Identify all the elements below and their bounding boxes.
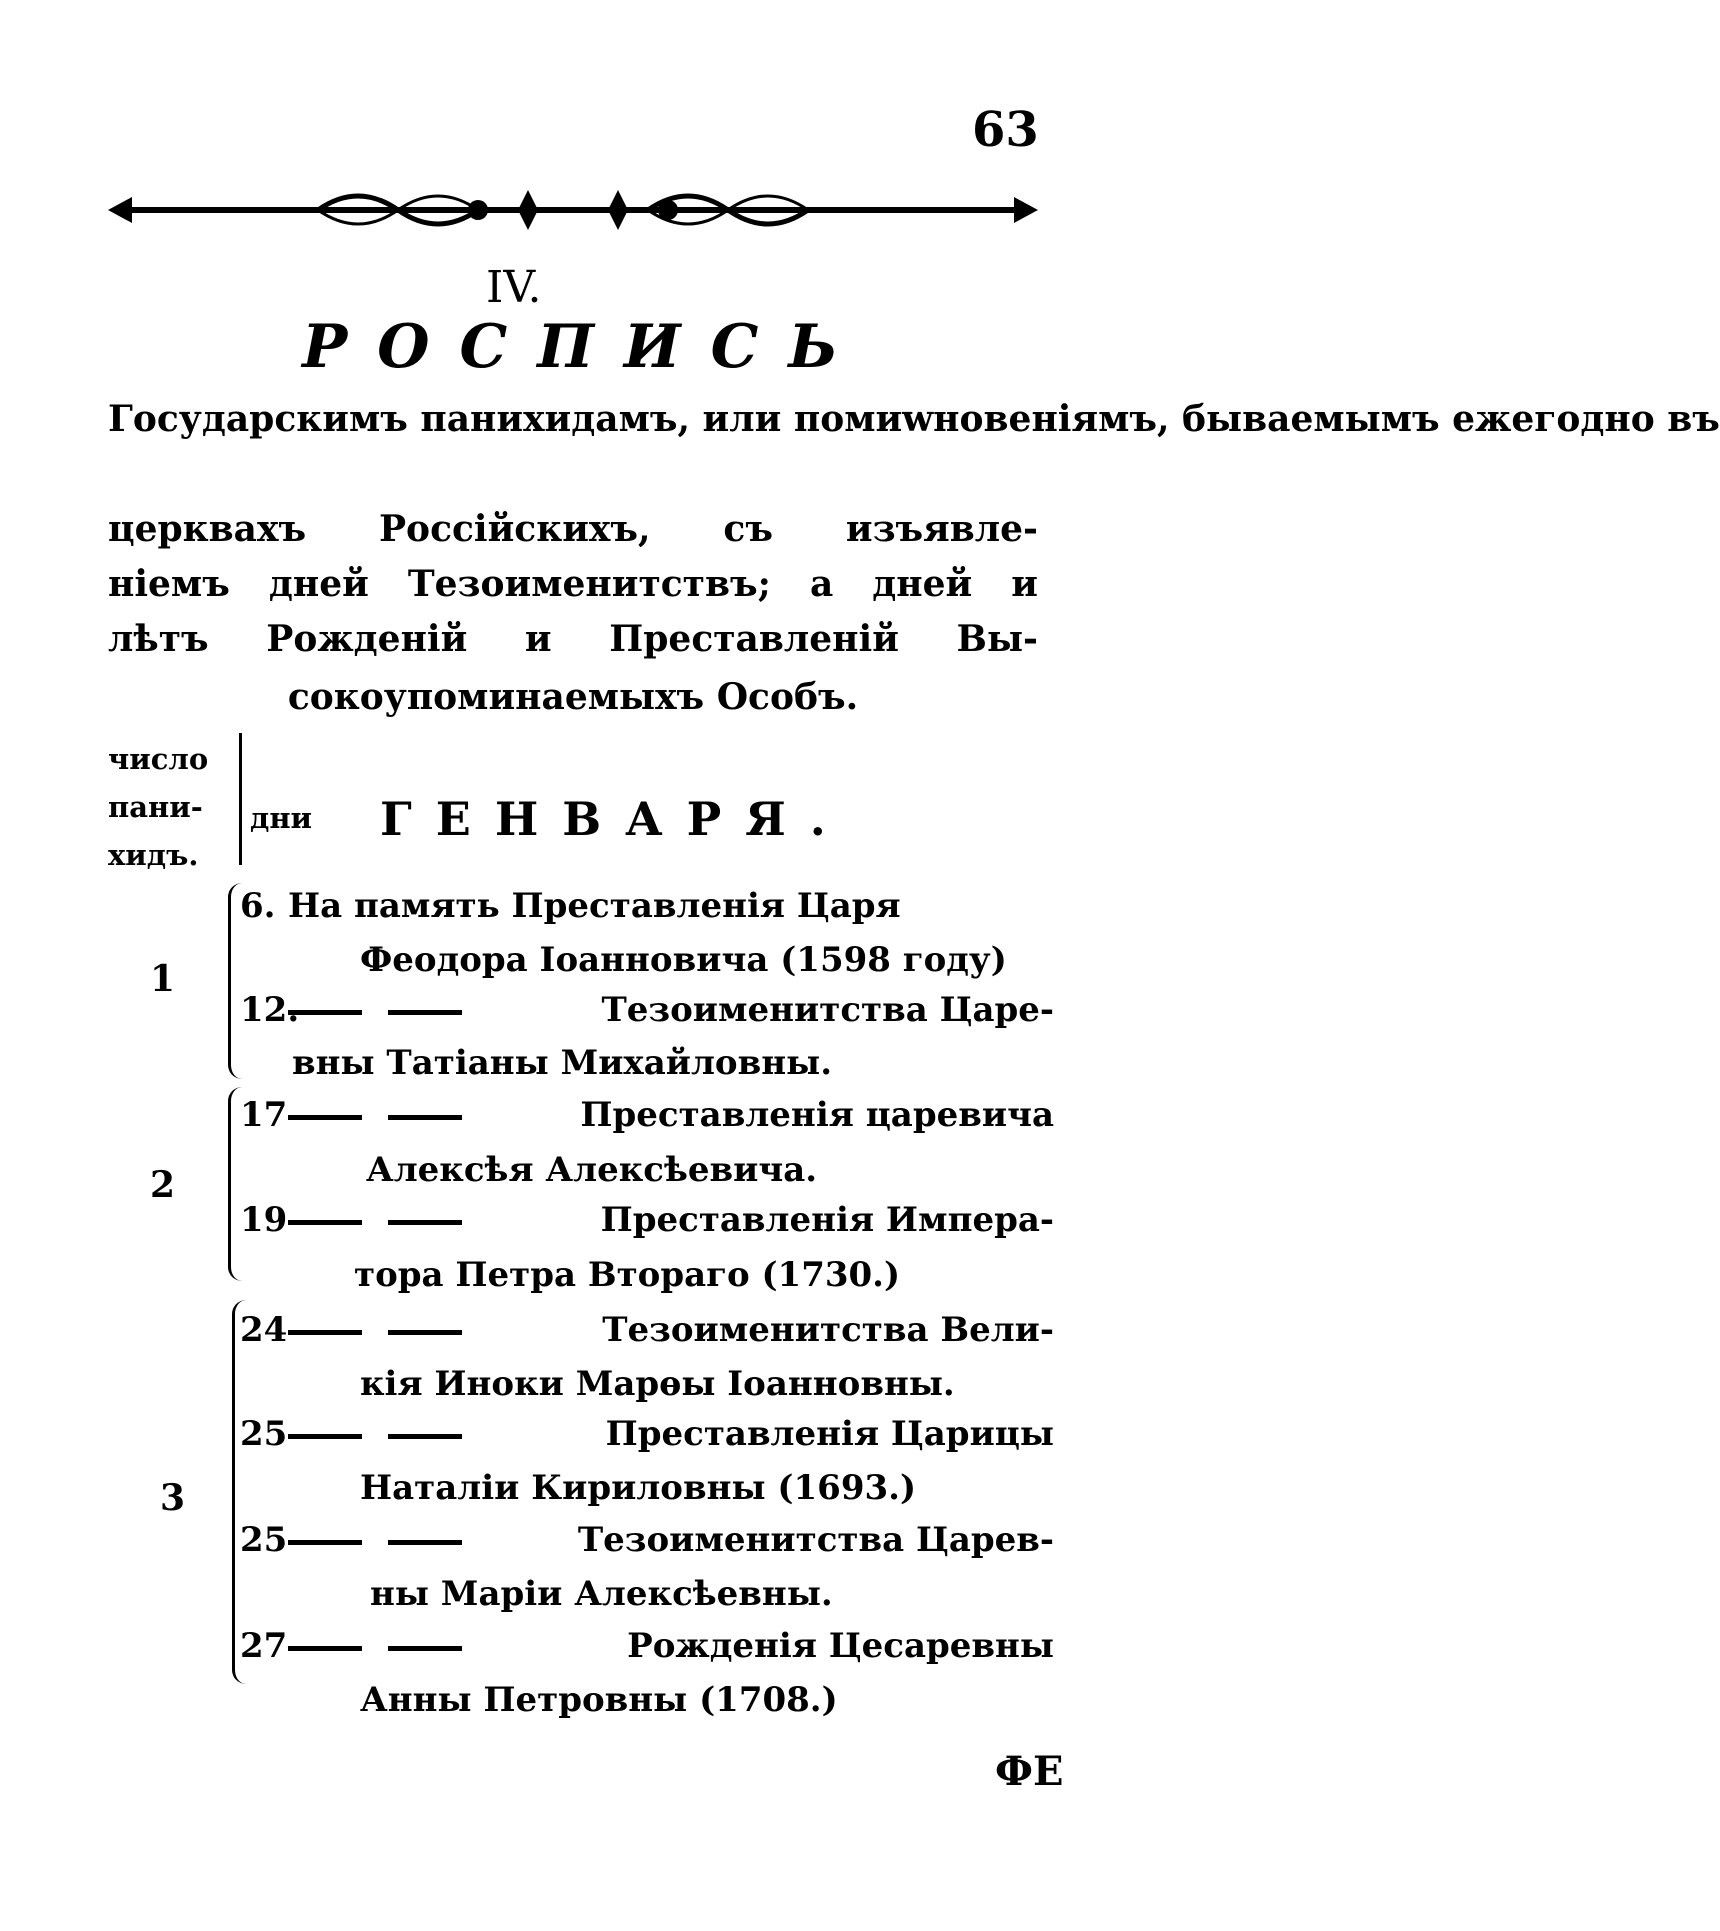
entry-text: Тезоименитства Вели- (288, 1310, 1054, 1350)
entry-line1 (240, 1626, 1054, 1666)
entry-day: 24 (240, 1310, 288, 1350)
entry-day: 17 (240, 1095, 288, 1135)
subtitle-line: сокоупоминаемыхъ Особъ. (287, 676, 859, 718)
number-column-label: число (108, 742, 209, 776)
group-number: 3 (160, 1477, 186, 1519)
entry-line2: вны Татіаны Михайловны. (292, 1043, 833, 1083)
entry-day: 19 (240, 1200, 288, 1240)
number-column-label: пани- (108, 790, 203, 824)
page-number: 63 (972, 102, 1039, 158)
entry-text: На память Преставленія Царя (288, 886, 901, 926)
entry-day: 12. (240, 990, 300, 1030)
entry-line2: ны Маріи Алексѣевны. (370, 1574, 833, 1614)
subtitle-line: лѣтъ Рожденій и Преставленій Вы- (108, 618, 1038, 660)
ornament-divider (108, 175, 1038, 245)
month-heading: ГЕНВАРЯ. (380, 792, 850, 846)
entry-line1 (240, 1310, 1054, 1350)
entry-day: 6. (240, 886, 276, 926)
group-number: 1 (150, 958, 176, 1000)
column-divider (239, 733, 242, 865)
section-numeral: IV. (486, 262, 542, 313)
entry-text: Тезоименитства Царев- (288, 1520, 1054, 1560)
page-title: РОСПИСЬ (302, 312, 868, 382)
entry-text: Тезоименитства Царе- (288, 990, 1054, 1030)
entry-day: 25 (240, 1414, 288, 1454)
entry-line2: Анны Петровны (1708.) (360, 1680, 838, 1720)
entry-line2: Феодора Іоанновича (1598 году) (360, 940, 1007, 980)
entry-line2: тора Петра Втораго (1730.) (354, 1255, 901, 1295)
group-number: 2 (150, 1164, 176, 1206)
entry-line1 (240, 886, 1054, 926)
entry-line1 (240, 1414, 1054, 1454)
entry-day: 27 (240, 1626, 288, 1666)
entry-line2: кія Иноки Марѳы Іоанновны. (360, 1364, 955, 1404)
days-column-label: дни (250, 801, 313, 835)
entry-line2: Алексѣя Алексѣевича. (366, 1150, 818, 1190)
entry-text: Преставленія царевича (288, 1095, 1054, 1135)
entry-day: 25 (240, 1520, 288, 1560)
subtitle-line: Государскимъ панихидамъ, или помиwновеніямъ, бываемымъ ежегодно въ (108, 398, 1720, 440)
entry-text: Преставленія Царицы (288, 1414, 1054, 1454)
catchword: ФЕ (995, 1748, 1064, 1795)
entry-line2: Наталіи Кириловны (1693.) (360, 1468, 917, 1508)
entry-line1 (240, 1200, 1054, 1240)
entry-text: Рожденія Цесаревны (288, 1626, 1054, 1666)
subtitle-line: церквахъ Россійскихъ, съ изъявле- (108, 508, 1038, 550)
entry-line1 (240, 1095, 1054, 1135)
entry-line1 (240, 1520, 1054, 1560)
subtitle-line: ніемъ дней Тезоименитствъ; а дней и (108, 563, 1038, 605)
entry-line1 (240, 990, 1054, 1030)
entry-text: Преставленія Импера- (288, 1200, 1054, 1240)
number-column-label: хидъ. (108, 838, 199, 872)
